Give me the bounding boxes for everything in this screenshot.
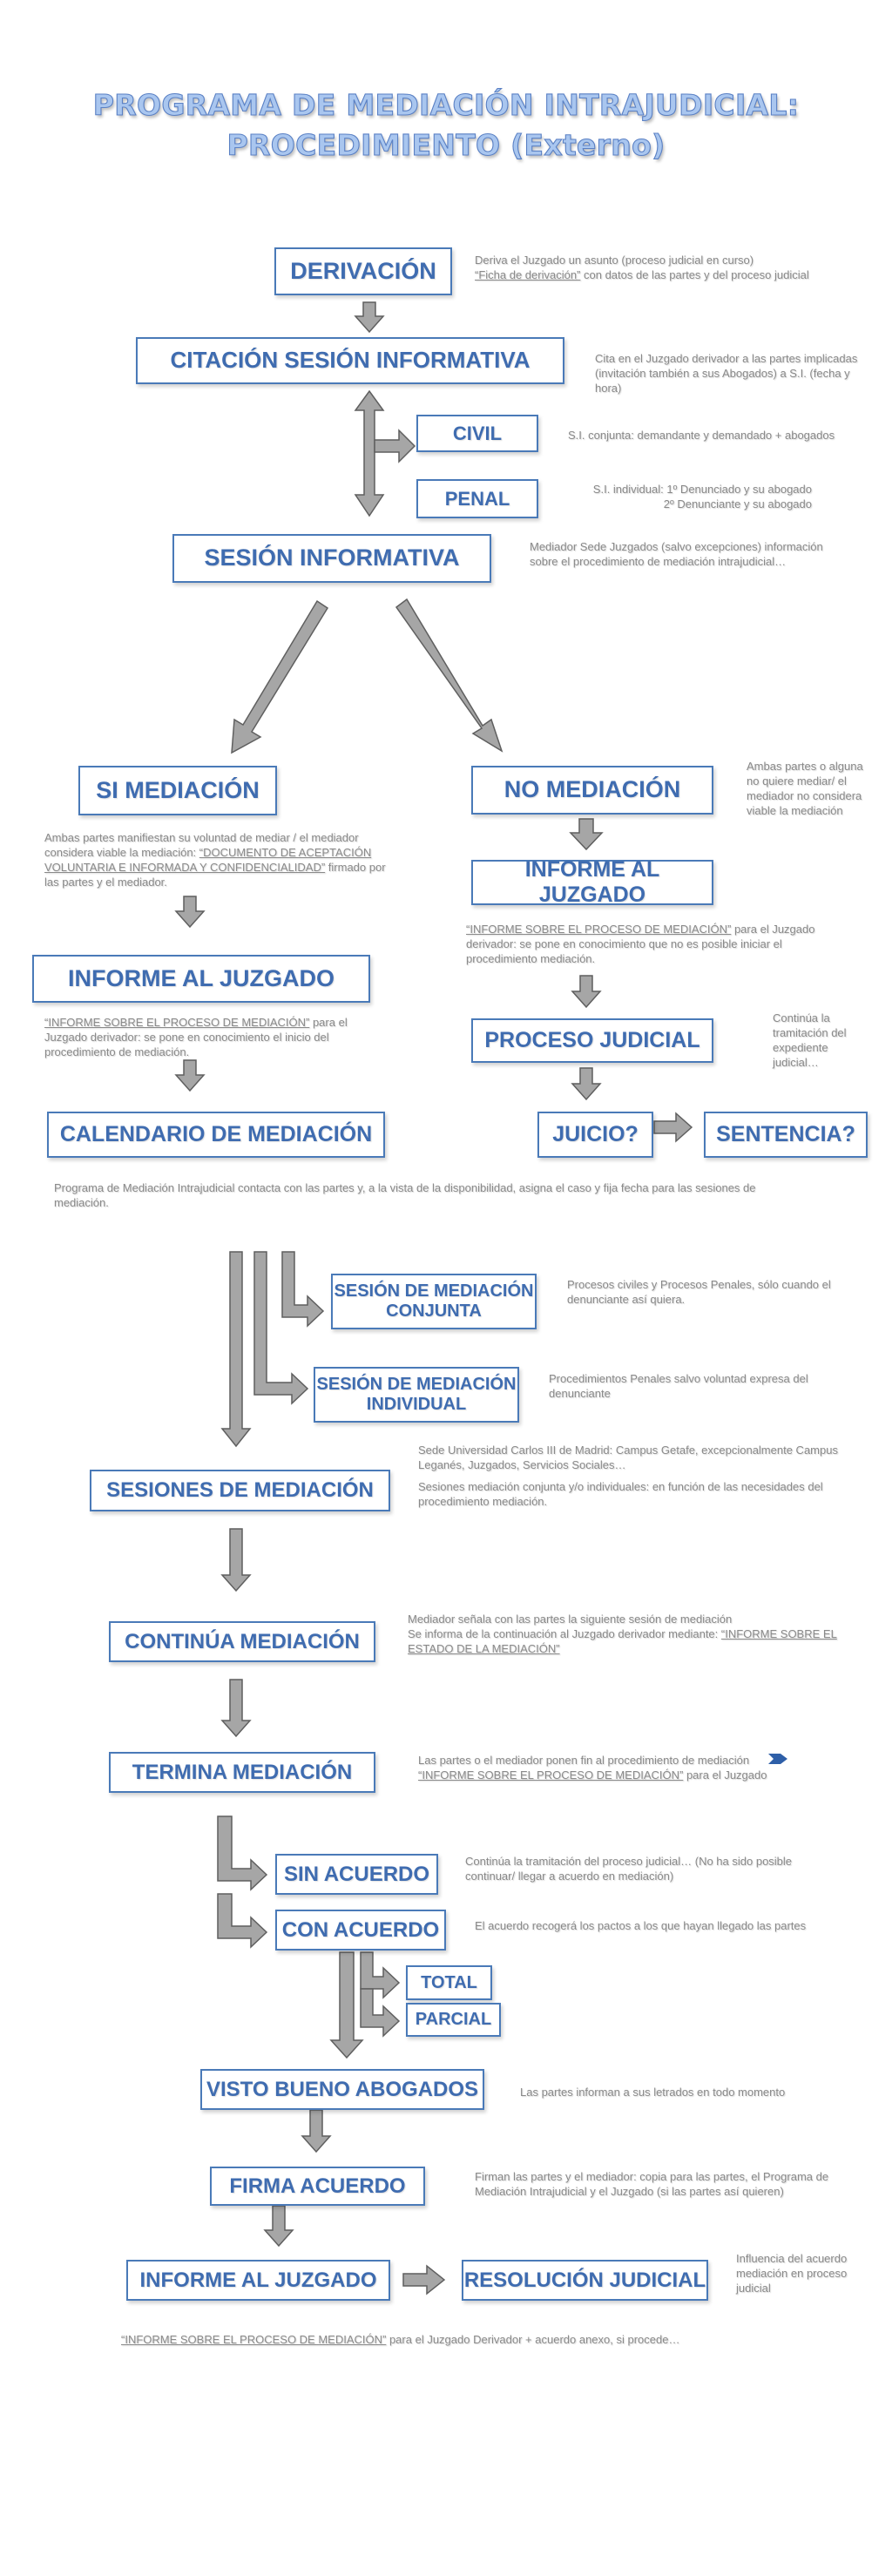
- note-proceso-judicial: Continúa la tramitación del expediente judicial…: [773, 1011, 847, 1069]
- title-line-2: PROCEDIMIENTO (Externo): [226, 128, 666, 162]
- box-visto-bueno: VISTO BUENO ABOGADOS: [200, 2069, 484, 2110]
- arrow-informe-calendario: [176, 1060, 204, 1091]
- note-si-mediacion: Ambas partes manifiestan su voluntad de mediar / el mediador considera viable la mediación: “DOCUMENTO DE ACEPTACIÓN VOLUNTARIA E INFORMADA Y CONFIDENCIALIDAD” firmado por las partes y el mediador.: [44, 831, 386, 889]
- box-continua: CONTINÚA MEDIACIÓN: [109, 1621, 375, 1662]
- title-line-1: PROGRAMA DE MEDIACIÓN INTRAJUDICIAL:: [92, 88, 800, 122]
- note-civil: S.I. conjunta: demandante y demandado + abogados: [568, 429, 835, 442]
- box-proceso-judicial: PROCESO JUDICIAL: [471, 1018, 713, 1063]
- box-firma: FIRMA ACUERDO: [210, 2167, 425, 2206]
- note-firma: Firman las partes y el mediador: copia para las partes, el Programa de Mediación Intrajudicial y el Juzgado (si las partes así quieren): [475, 2170, 829, 2198]
- box-penal: PENAL: [416, 479, 538, 518]
- note-visto-bueno: Las partes informan a sus letrados en todo momento: [520, 2086, 786, 2099]
- box-termina: TERMINA MEDIACIÓN: [109, 1752, 375, 1793]
- note-citacion: Cita en el Juzgado derivador a las partes implicadas (invitación también a sus Abogados) a S.I. (fecha y hora): [595, 352, 858, 395]
- note-no-mediacion: Ambas partes o alguna no quiere mediar/ el mediador no considera viable la mediación: [747, 760, 863, 817]
- box-informe-juzgado-no: INFORME AL JUZGADO: [471, 860, 713, 905]
- arrow-no-mediacion-informe: [571, 819, 602, 849]
- note-final: “INFORME SOBRE EL PROCESO DE MEDIACIÓN” para el Juzgado Derivador + acuerdo anexo, si procede…: [121, 2333, 680, 2346]
- arrow-visto-bueno-firma: [302, 2110, 330, 2152]
- box-derivacion: DERIVACIÓN: [274, 247, 452, 295]
- arrow-con-acuerdo-visto-bueno: [331, 1952, 362, 2058]
- note-continua: Mediador señala con las partes la siguiente sesión de mediación Se informa de la continuación al Juzgado derivador mediante: “INFORME SOBRE EL ESTADO DE LA MEDIACIÓN”: [408, 1613, 837, 1655]
- box-civil: CIVIL: [416, 415, 538, 452]
- box-calendario: CALENDARIO DE MEDIACIÓN: [47, 1112, 385, 1158]
- arrow-derivacion-citacion: [355, 302, 383, 332]
- box-resolucion: RESOLUCIÓN JUDICIAL: [462, 2260, 708, 2301]
- note-conjunta: Procesos civiles y Procesos Penales, sólo cuando el denunciante así quiera.: [567, 1278, 831, 1306]
- box-sesion-informativa: SESIÓN INFORMATIVA: [172, 534, 491, 583]
- arrow-to-sesiones: [222, 1252, 250, 1446]
- arrow-informe-proceso: [572, 976, 600, 1007]
- box-parcial: PARCIAL: [406, 2003, 501, 2037]
- note-sin-acuerdo: Continúa la tramitación del proceso judicial… (No ha sido posible continuar/ llegar a acuerdo en mediación): [465, 1855, 793, 1883]
- arrow-to-conjunta: [282, 1252, 323, 1326]
- box-no-mediacion: NO MEDIACIÓN: [471, 766, 713, 815]
- box-sesion-individual: SESIÓN DE MEDIACIÓN INDIVIDUAL: [314, 1367, 519, 1423]
- arrow-to-con-acuerdo: [218, 1894, 267, 1947]
- note-informe-no: “INFORME SOBRE EL PROCESO DE MEDIACIÓN” para el Juzgado derivador: se pone en conocimiento que no es posible iniciar el procedimiento mediación.: [466, 923, 815, 965]
- arrow-continua-termina: [222, 1680, 250, 1736]
- note-derivacion: Deriva el Juzgado un asunto (proceso judicial en curso) “Ficha de derivación” con datos de las partes y del proceso judicial: [475, 254, 809, 281]
- note-individual: Procedimientos Penales salvo voluntad expresa del denunciante: [549, 1372, 808, 1400]
- note-informe-si: “INFORME SOBRE EL PROCESO DE MEDIACIÓN” para el Juzgado derivador: se pone en conocimiento el inicio del procedimiento de mediación.: [44, 1016, 348, 1058]
- arrow-informe-resolucion: [403, 2266, 444, 2294]
- box-si-mediacion: SI MEDIACIÓN: [78, 766, 277, 815]
- note-termina: Las partes o el mediador ponen fin al procedimiento de mediación “INFORME SOBRE EL PROCESO DE MEDIACIÓN” para el Juzgado: [418, 1754, 767, 1782]
- note-penal: S.I. individual: 1º Denunciado y su abogado 2º Denunciante y su abogado: [592, 483, 812, 510]
- box-con-acuerdo: CON ACUERDO: [275, 1910, 446, 1951]
- note-sesiones: Sede Universidad Carlos III de Madrid: Campus Getafe, excepcionalmente Campus Leganés, Juzgados, Servicios Sociales… Sesiones mediación conjunta y/o individuales: en función de las necesidades del procedimiento mediación.: [418, 1444, 838, 1508]
- arrow-to-civil: [375, 430, 415, 462]
- arrow-sesiones-continua: [222, 1529, 250, 1591]
- arrow-citacion-sesion-informativa: [355, 391, 383, 516]
- arrow-to-parcial: [361, 1989, 399, 2036]
- box-sin-acuerdo: SIN ACUERDO: [275, 1854, 438, 1895]
- box-juicio: JUICIO?: [537, 1112, 653, 1158]
- arrow-firma-informe: [265, 2206, 293, 2246]
- box-total: TOTAL: [406, 1965, 492, 2000]
- arrow-proceso-juicio: [572, 1068, 600, 1099]
- arrow-to-si-mediacion: [232, 601, 328, 753]
- note-calendario: Programa de Mediación Intrajudicial contacta con las partes y, a la vista de la disponibilidad, asigna el caso y fija fecha para las sesiones de mediación.: [54, 1181, 756, 1209]
- arrow-to-individual: [254, 1252, 307, 1403]
- box-sesiones: SESIONES DE MEDIACIÓN: [90, 1470, 390, 1511]
- arrow-juicio-sentencia: [654, 1113, 692, 1141]
- arrow-si-mediacion-informe: [176, 896, 204, 927]
- box-sesion-conjunta: SESIÓN DE MEDIACIÓN CONJUNTA: [331, 1274, 537, 1329]
- box-informe-final: INFORME AL JUZGADO: [126, 2260, 390, 2301]
- note-con-acuerdo: El acuerdo recogerá los pactos a los que hayan llegado las partes: [475, 1919, 807, 1932]
- arrow-to-sin-acuerdo: [218, 1816, 267, 1890]
- box-citacion: CITACIÓN SESIÓN INFORMATIVA: [136, 337, 564, 384]
- arrow-to-no-mediacion: [396, 599, 502, 751]
- note-resolucion: Influencia del acuerdo mediación en proceso judicial: [736, 2252, 848, 2295]
- box-sentencia: SENTENCIA?: [704, 1112, 868, 1158]
- note-sesion-informativa: Mediador Sede Juzgados (salvo excepciones) información sobre el procedimiento de mediación intrajudicial…: [530, 540, 823, 568]
- box-informe-juzgado-si: INFORME AL JUZGADO: [32, 955, 370, 1003]
